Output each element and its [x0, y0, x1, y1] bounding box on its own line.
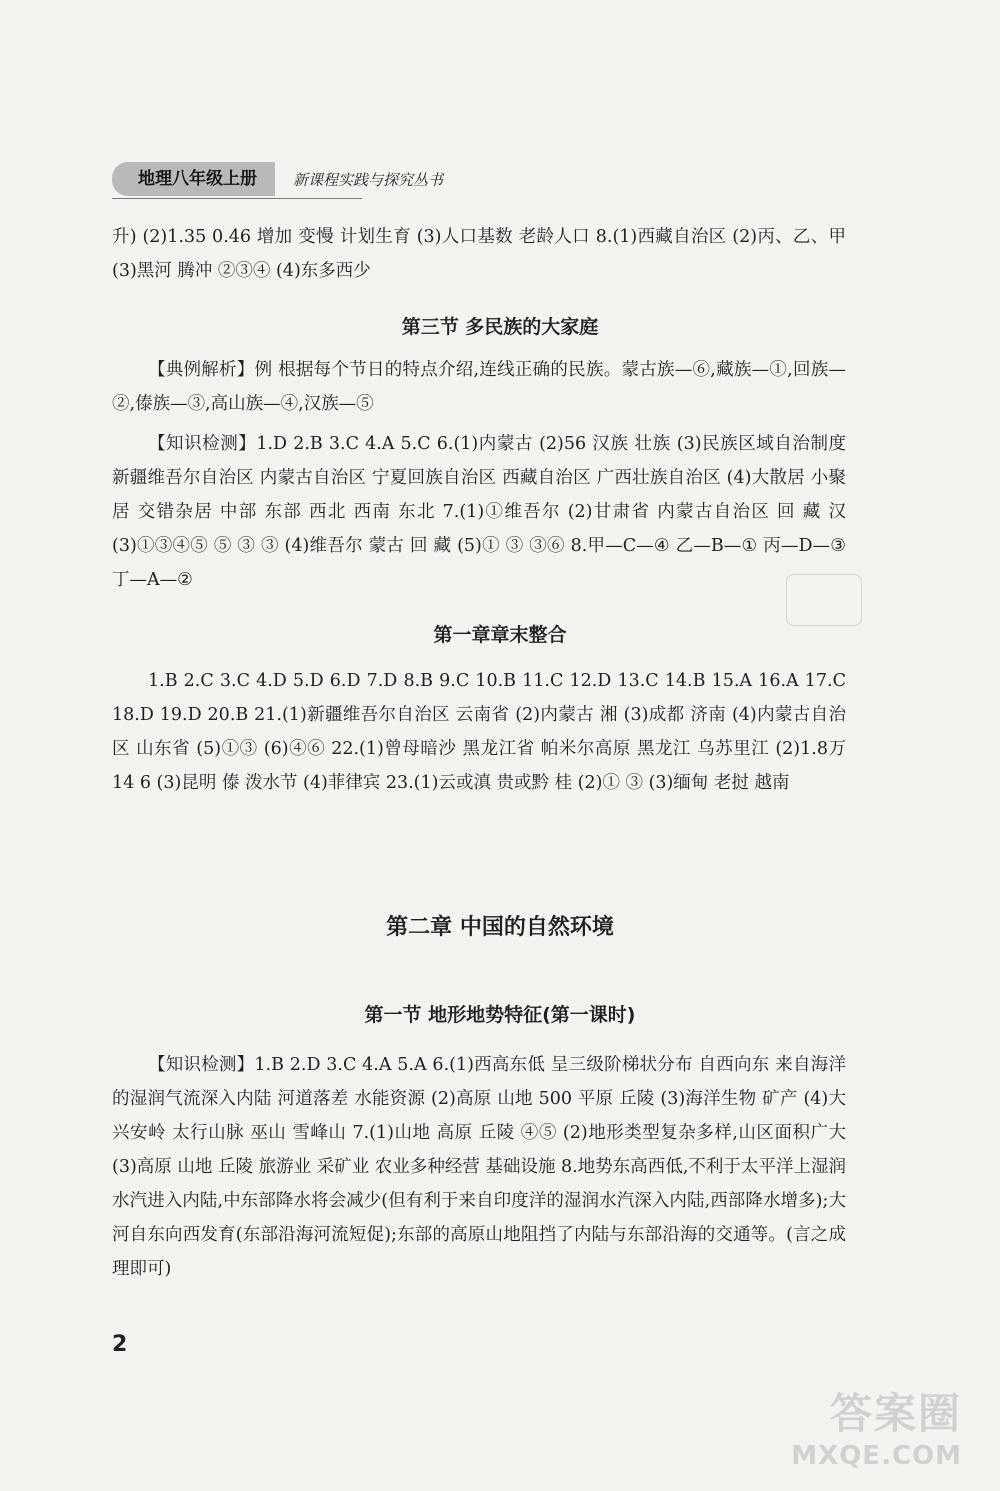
header-rule [112, 198, 362, 199]
chapter-title: 第二章 中国的自然环境 [386, 915, 614, 940]
section-heading-terrain: 第一节 地形地势特征(第一课时) [364, 1004, 636, 1026]
running-header [112, 162, 443, 196]
watermark [791, 1381, 962, 1471]
section-heading-ethnic: 第三节 多民族的大家庭 [401, 316, 599, 338]
page-number: 2 [112, 1332, 128, 1357]
chapter-summary-answers: 1.B 2.C 3.C 4.D 5.D 6.D 7.D 8.B 9.C 10.B 11.C 12.D 13.C 14.B 15.A 16.A 17.C 18.D 19.D 20.B 21.(1)新疆维吾尔自治区 云南省 (2)内蒙古 湘 (3)成都 济南 (4)内蒙古自治区 山东省 (5)①③ (6)④⑥ 22.(1)曾母暗沙 黑龙江省 帕米尔高原 黑龙江 乌苏里江 (2)1.8万 14 6 (3)昆明 傣 泼水节 (4)菲律宾 23.(1)云或滇 贵或黔 桂 (2)① ③ (3)缅甸 老挝 越南 [112, 671, 846, 793]
chapter-summary-heading: 第一章章末整合 [433, 624, 567, 646]
watermark-url: MXQE.COM [791, 1441, 962, 1471]
watermark-text: 答案圈 [829, 1389, 962, 1438]
answer-paragraph-population: 升) (2)1.35 0.46 增加 变慢 计划生育 (3)人口基数 老龄人口 8.(1)西藏自治区 (2)丙、乙、甲 (3)黑河 腾冲 ②③④ (4)东多西少 [112, 227, 846, 281]
knowledge-check-terrain: 【知识检测】1.B 2.D 3.C 4.A 5.A 6.(1)西高东低 呈三级阶梯状分布 自西向东 来自海洋的湿润气流深入内陆 河道落差 水能资源 (2)高原 山地 500 平原 丘陵 (3)海洋生物 矿产 (4)大兴安岭 太行山脉 巫山 雪峰山 7.(1)山地 高原 丘陵 ④⑤ (2)地形类型复杂多样,山区面积广大 (3)高原 山地 丘陵 旅游业 采矿业 农业多种经营 基础设施 8.地势东高西低,不利于太平洋上湿润水汽进入内陆,中东部降水将会减少(但有利于来自印度洋的湿润水汽深入内陆,西部降水增多);大河自东向西发育(东部沿海河流短促);东部的高原山地阻挡了内陆与东部沿海的交通等。(言之成理即可) [112, 1055, 846, 1279]
series-title: 新课程实践与探究丛书 [293, 170, 444, 189]
stamp-mark [786, 574, 862, 626]
example-analysis-paragraph: 【典例解析】例 根据每个节日的特点介绍,连线正确的民族。蒙古族—⑥,藏族—①,回族—②,傣族—③,高山族—④,汉族—⑤ [112, 360, 846, 414]
knowledge-check-ethnic: 【知识检测】1.D 2.B 3.C 4.A 5.C 6.(1)内蒙古 (2)56 汉族 壮族 (3)民族区域自治制度 新疆维吾尔自治区 内蒙古自治区 宁夏回族自治区 西藏自治区 广西壮族自治区 (4)大散居 小聚居 交错杂居 中部 东部 西北 西南 东北 7.(1)①维吾尔 (2)甘肃省 内蒙古自治区 回 藏 汉 (3)①③④⑤ ⑤ ③ ③ (4)维吾尔 蒙古 回 藏 (5)① ③ ③⑥ 8.甲—C—④ 乙—B—① 丙—D—③ 丁—A—② [112, 434, 846, 590]
book-title-badge: 地理八年级上册 [112, 162, 275, 196]
